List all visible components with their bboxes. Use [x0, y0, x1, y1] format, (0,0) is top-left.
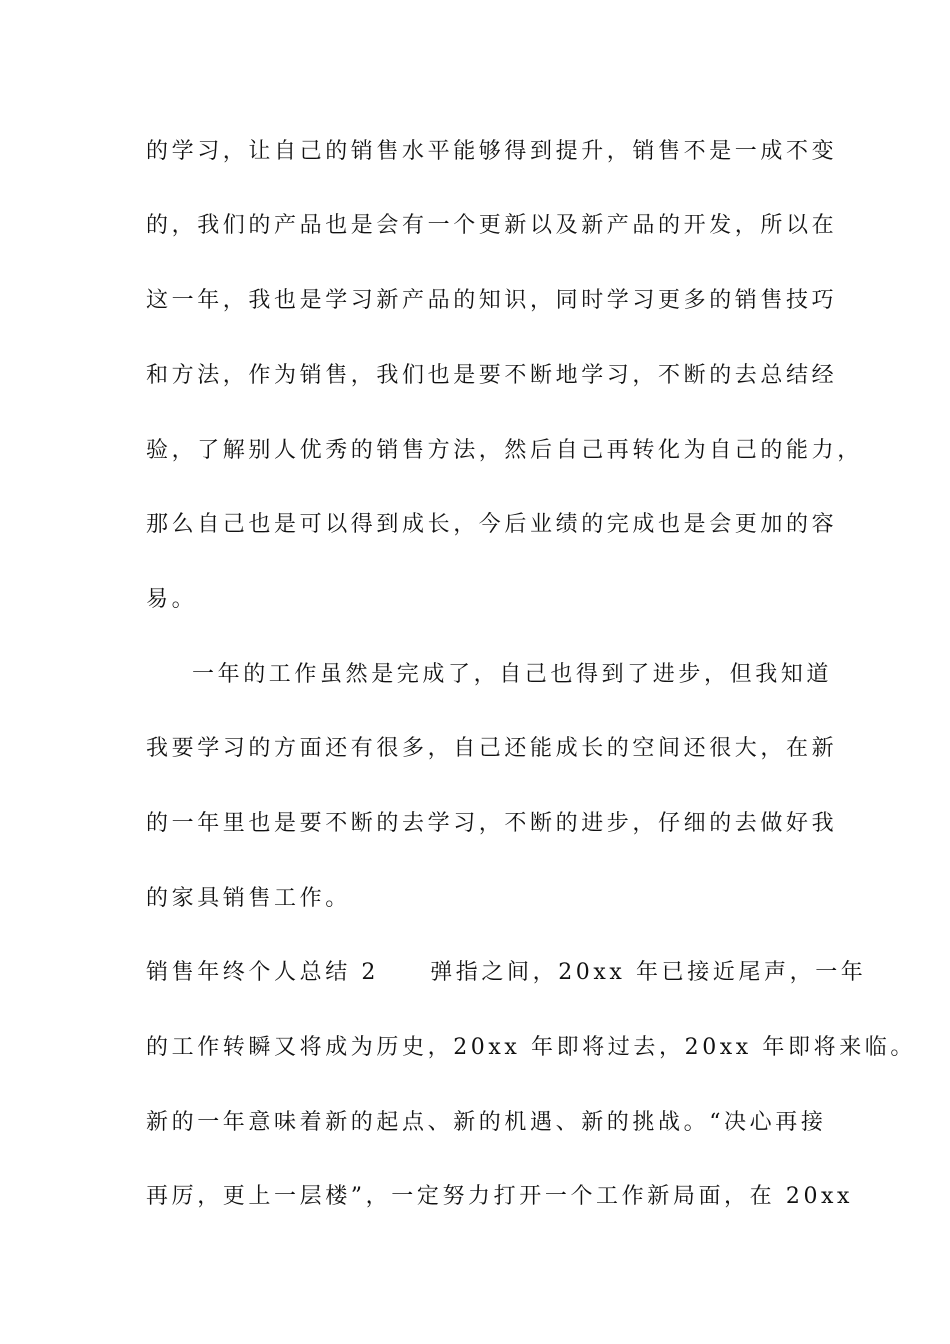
text-line: 易。	[146, 587, 198, 612]
text-line: 和方法，作为销售，我们也是要不断地学习，不断的去总结经	[146, 363, 838, 388]
text-line: 的一年里也是要不断的去学习，不断的进步，仔细的去做好我	[146, 811, 838, 836]
text-line: 的学习，让自己的销售水平能够得到提升，销售不是一成不变	[146, 139, 838, 164]
text-line: 我要学习的方面还有很多，自己还能成长的空间还很大，在新	[146, 736, 838, 761]
text-line: 验，了解别人优秀的销售方法，然后自己再转化为自己的能力，	[146, 438, 863, 463]
text-line: 再厉，更上一层楼”，一定努力打开一个工作新局面，在 20xx	[146, 1184, 854, 1209]
text-line: 那么自己也是可以得到成长，今后业绩的完成也是会更加的容	[146, 512, 838, 537]
text-line: 的，我们的产品也是会有一个更新以及新产品的开发，所以在	[146, 213, 838, 238]
section-heading-line: 销售年终个人总结 2 弹指之间，20xx 年已接近尾声，一年	[146, 960, 867, 985]
text-line: 新的一年意味着新的起点、新的机遇、新的挑战。“决心再接	[146, 1110, 827, 1135]
paragraph-first-line: 一年的工作虽然是完成了，自己也得到了进步，但我知道	[192, 662, 833, 687]
text-line: 的工作转瞬又将成为历史，20xx 年即将过去，20xx 年即将来临。	[146, 1035, 917, 1060]
text-line: 这一年，我也是学习新产品的知识，同时学习更多的销售技巧	[146, 288, 838, 313]
text-line: 的家具销售工作。	[146, 886, 351, 911]
